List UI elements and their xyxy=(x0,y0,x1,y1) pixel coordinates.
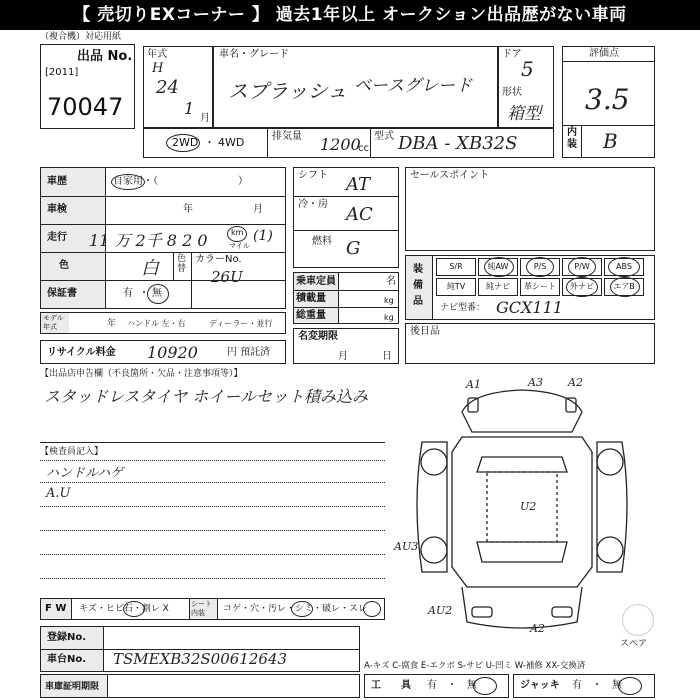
sales-point-label: セールスポイント xyxy=(410,170,490,181)
mark-a2-top: A2 xyxy=(568,376,583,389)
warranty-label: 保証書 xyxy=(47,288,77,299)
jack-circle xyxy=(618,677,642,695)
month-unit: 月 xyxy=(200,113,210,124)
registration-block xyxy=(40,626,360,672)
tools-circle xyxy=(473,677,497,695)
color-label: 色 xyxy=(59,260,69,271)
garage-deadline-row xyxy=(40,674,360,698)
equip-pw-circle xyxy=(568,257,596,277)
fuel-label: 燃料 xyxy=(312,236,332,247)
history-options: 自家用・（ ） xyxy=(113,176,248,187)
jack-row xyxy=(513,674,655,698)
displacement-label: 排気量 xyxy=(272,131,302,142)
equip-leather: 革シート xyxy=(520,278,560,296)
capacity-unit: 名 xyxy=(386,276,396,287)
car-grade: ベースグレード xyxy=(354,76,473,96)
name-change-label: 名変期限 xyxy=(298,331,338,342)
load-label: 積載量 xyxy=(296,293,326,304)
car-name-label: 車名・グレード xyxy=(219,49,289,60)
chassis-no: TSMEXB32S00612643 xyxy=(113,650,288,668)
equip-airbag: エアB xyxy=(604,278,644,296)
seat-text: コゲ・穴・汚レ・シミ・破レ・スレ xyxy=(223,604,368,614)
load-unit: kg xyxy=(384,296,394,305)
shape-label: 形状 xyxy=(502,87,522,98)
doors-label: ドア xyxy=(502,49,522,60)
dealer-label: ディーラー・並行 xyxy=(209,319,273,328)
spare-label: スペア xyxy=(620,639,648,649)
retrofit-label: 後日品 xyxy=(410,326,440,337)
recycle-amount: 10920 xyxy=(147,343,198,362)
equip-aw: 純AW xyxy=(478,258,518,276)
retrofit-block xyxy=(405,323,655,364)
model-year-row xyxy=(40,312,286,334)
model-code: DBA - XB32S xyxy=(398,133,518,154)
warranty-no: 無 xyxy=(152,288,162,299)
mark-a1: A1 xyxy=(466,378,481,391)
inspector-title: 【検査員記入】 xyxy=(40,447,104,457)
warranty-sep: ・ xyxy=(139,288,149,299)
car-name: スプラッシュ xyxy=(228,79,348,103)
interior-score: B xyxy=(603,129,618,153)
recycle-label: リサイクル料金 xyxy=(47,347,116,358)
recycle-unit: 円 預託済 xyxy=(227,347,271,358)
mileage-label: 走行 xyxy=(47,232,67,243)
displacement-value: 1200 xyxy=(320,135,361,154)
tools-value: 有 ・ 無 xyxy=(427,680,477,691)
handle-label: ハンドル 左・右 xyxy=(127,319,186,328)
color-no-value: 26U xyxy=(211,268,243,286)
era-value: H xyxy=(152,61,164,76)
page-header: 【 売切りEXコーナー 】 過去1年以上 オークション出品歴がない車両 xyxy=(0,0,700,30)
inspection-year-unit: 年 xyxy=(183,204,193,215)
year-label: 年式 xyxy=(147,49,167,60)
navi-label: ナビ型番： xyxy=(440,303,486,313)
gross-label: 総重量 xyxy=(296,310,326,321)
mark-u2: U2 xyxy=(520,500,537,513)
damage-legend: A-キズ C-腐食 E-エクボ S-サビ U-凹ミ W-補修 XX-交換済 xyxy=(364,661,586,671)
equip-navi: 純ナビ xyxy=(478,278,518,296)
name-change-month: 月 xyxy=(338,351,348,362)
equip-ext-navi: 外ナビ xyxy=(562,278,602,296)
doors-value: 5 xyxy=(521,57,534,81)
mark-au2: AU2 xyxy=(428,604,453,617)
car-name-box xyxy=(213,46,498,128)
mileage-value: 11 万 2千 8 2 0 xyxy=(89,231,208,250)
equip-ps: P/S xyxy=(520,258,560,276)
mark-a3: A3 xyxy=(528,376,543,389)
drive-sep: ・ xyxy=(204,136,215,149)
year-tag: [2011] xyxy=(45,67,79,78)
diagram-rear-glass xyxy=(477,457,567,472)
fw-text: キズ・ヒビ石・割レ X xyxy=(79,604,169,614)
warranty-yes: 有 xyxy=(123,288,133,299)
drive-2wd: 2WD xyxy=(172,136,199,149)
mileage-tag: (1) xyxy=(253,228,273,244)
history-label: 車歴 xyxy=(47,176,67,187)
shift-block xyxy=(293,167,399,268)
sales-point-block xyxy=(405,167,655,251)
fw-circle xyxy=(123,601,145,617)
inspection-month-unit: 月 xyxy=(253,204,263,215)
notes-text: スタッドレスタイヤ ホイールセット積み込み xyxy=(44,387,368,406)
ac-label: 冷・房 xyxy=(298,199,328,210)
diagram-wheel-left-rear xyxy=(421,449,447,475)
registration-label: 登録No. xyxy=(47,632,87,643)
drive-row xyxy=(143,128,554,158)
equip-sr: S/R xyxy=(436,258,476,276)
fw-label: F W xyxy=(45,603,67,614)
fw-row xyxy=(40,598,385,620)
equip-ps-circle xyxy=(526,257,554,277)
mark-au3: AU3 xyxy=(394,540,419,553)
displacement-unit: cc xyxy=(358,143,369,154)
chassis-label: 車台No. xyxy=(47,654,87,665)
shift-value: AT xyxy=(346,174,371,195)
diagram-wheel-right-rear xyxy=(597,449,623,475)
diagram-wheel-right-front xyxy=(597,537,623,563)
equip-aw-circle xyxy=(484,257,514,277)
inspector-line1: ハンドルハゲ xyxy=(46,466,124,481)
mileage-unit-mile: マイル xyxy=(229,242,250,250)
equip-tv: 純TV xyxy=(436,278,476,296)
model-year-label: モデル年式 xyxy=(43,314,64,331)
color-value: 白 xyxy=(141,258,159,279)
tools-label: 工 具 xyxy=(371,680,411,691)
model-year-unit: 年 xyxy=(107,319,117,329)
gross-unit: kg xyxy=(384,313,394,322)
equip-airbag-circle xyxy=(610,277,640,297)
shift-label: シフト xyxy=(298,170,328,181)
score-label: 評価点 xyxy=(589,48,619,59)
mark-a2-front: A2 xyxy=(530,622,545,635)
spare-circle xyxy=(622,604,654,636)
interior-label: 内装 xyxy=(567,127,577,150)
sub-note: （複合機）対応用紙 xyxy=(40,32,122,42)
drive-4wd: 4WD xyxy=(218,136,245,149)
model-label: 型式 xyxy=(374,131,394,142)
left-info-block xyxy=(40,167,286,309)
year-box xyxy=(143,46,213,128)
capacity-label: 乗車定員 xyxy=(296,276,336,287)
name-change-block xyxy=(293,328,399,364)
lot-box xyxy=(40,44,135,129)
garage-deadline-label: 車庫証明期限 xyxy=(45,682,100,692)
equip-abs: ABS xyxy=(604,258,644,276)
color-no-label: カラーNo. xyxy=(195,254,242,265)
diagram-roof-top xyxy=(462,390,582,432)
score-box xyxy=(562,46,655,158)
ac-value: AC xyxy=(346,204,373,225)
inspection-label: 車検 xyxy=(47,204,67,215)
diagram-headlight-left xyxy=(472,607,492,617)
mileage-unit-km: km xyxy=(231,228,244,237)
shape-value: 箱型 xyxy=(507,104,541,124)
score-value: 3.5 xyxy=(585,83,630,116)
equipment-block xyxy=(405,255,655,320)
recycle-row xyxy=(40,340,286,364)
navi-model: GCX111 xyxy=(496,298,563,317)
lot-number: 70047 xyxy=(47,93,124,121)
lot-label: 出品 No. xyxy=(77,49,133,64)
inspector-line2: A.U xyxy=(46,486,71,501)
seat-label: シート内装 xyxy=(191,600,212,617)
capacity-block xyxy=(293,272,399,324)
equip-ext-navi-circle xyxy=(566,277,598,297)
jack-value: 有 ・ 無 xyxy=(572,680,622,691)
seat-circle-1 xyxy=(291,601,313,617)
diagram-wheel-left-front xyxy=(421,537,447,563)
tools-row xyxy=(364,674,509,698)
equipment-label: 装備品 xyxy=(413,264,423,307)
equip-abs-circle xyxy=(608,257,640,277)
diagram-headlight-right xyxy=(552,607,572,617)
notes-title: 【出品店申告欄（不良箇所・欠品・注意事項等）】 xyxy=(40,369,243,379)
jack-label: ジャッキ xyxy=(520,680,560,691)
color-change-label: 色替 xyxy=(177,254,187,274)
month-value: 1 xyxy=(184,99,195,118)
fuel-value: G xyxy=(346,238,361,259)
doors-box xyxy=(498,46,554,128)
name-change-day: 日 xyxy=(382,351,392,362)
diagram-windshield xyxy=(477,542,567,562)
equip-pw: P/W xyxy=(562,258,602,276)
seat-circle-2 xyxy=(363,601,381,617)
year-value: 24 xyxy=(156,77,179,98)
